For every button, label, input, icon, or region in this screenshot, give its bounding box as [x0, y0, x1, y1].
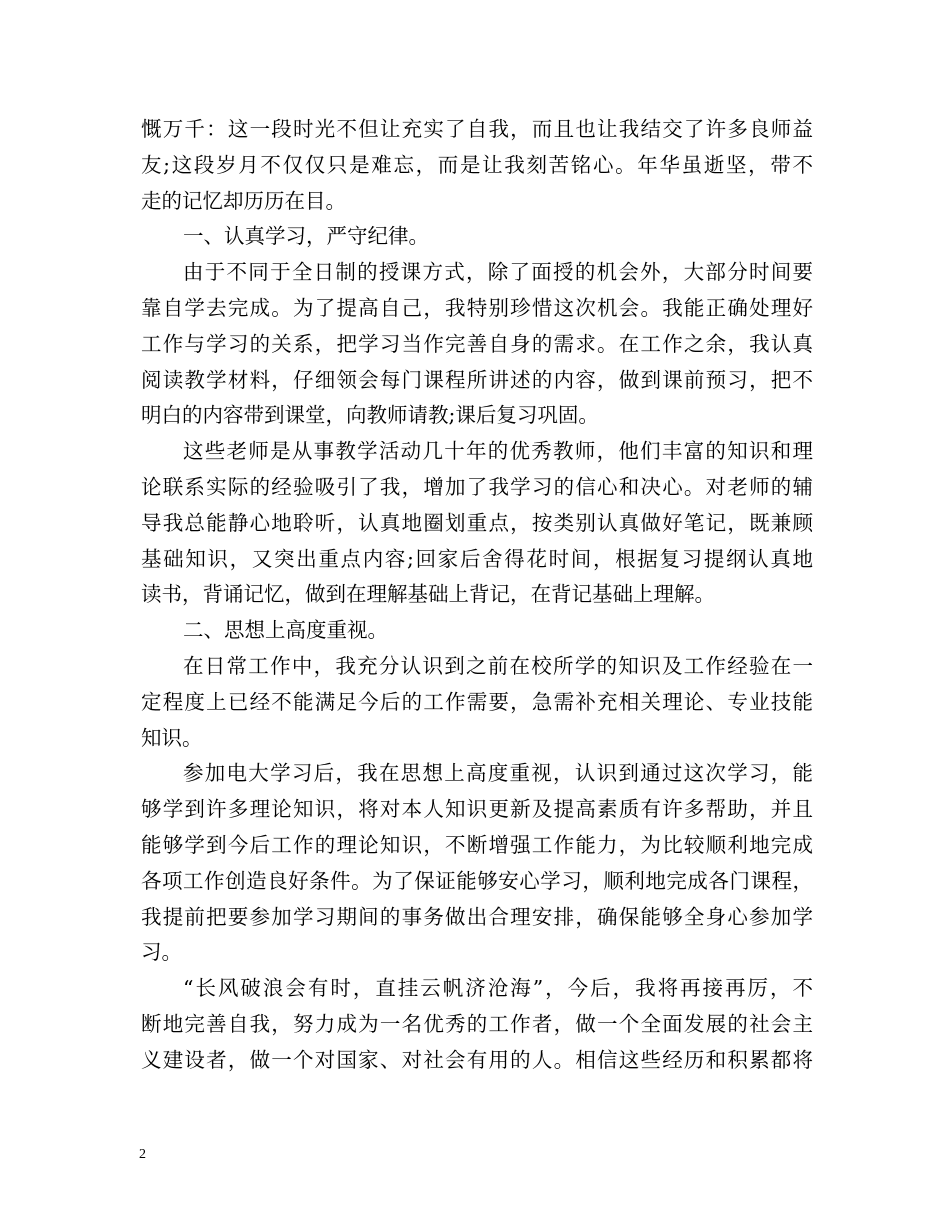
- text-line: 工作与学习的关系，把学习当作完善自身的需求。在工作之余，我认真: [141, 331, 813, 356]
- body-text: [141, 112, 813, 1079]
- text-line: 阅读教学材料，仔细领会每门课程所讲述的内容，做到课前预习，把不: [141, 367, 813, 392]
- text-line: 义建设者，做一个对国家、对社会有用的人。相信这些经历和积累都将: [141, 1047, 813, 1072]
- text-line: 参加电大学习后，我在思想上高度重视，认识到通过这次学习，能: [183, 761, 813, 786]
- text-line: 各项工作创造良好条件。为了保证能够安心学习，顺利地完成各门课程，: [141, 868, 813, 893]
- text-line: 友;这段岁月不仅仅只是难忘，而是让我刻苦铭心。年华虽逝坚，带不: [141, 152, 813, 177]
- text-line: 明白的内容带到课堂，向教师请教;课后复习巩固。: [141, 403, 599, 428]
- text-line: 论联系实际的经验吸引了我，增加了我学习的信心和决心。对老师的辅: [141, 474, 813, 499]
- text-line: 能够学到今后工作的理论知识，不断增强工作能力，为比较顺利地完成: [141, 832, 813, 857]
- text-line: 走的记忆却历历在目。: [141, 188, 346, 213]
- page-number: 2: [139, 1147, 146, 1162]
- text-line: 一、认真学习，严守纪律。: [183, 224, 429, 249]
- text-line: 慨万千：这一段时光不但让充实了自我，而且也让我结交了许多良师益: [141, 117, 813, 141]
- text-line: “长风破浪会有时，直挂云帆济沧海”，今后，我将再接再厉，不: [183, 976, 813, 1001]
- text-line: 靠自学去完成。为了提高自己，我特别珍惜这次机会。我能正确处理好: [141, 295, 813, 320]
- text-line: 由于不同于全日制的授课方式，除了面授的机会外，大部分时间要: [183, 260, 813, 285]
- text-line: 够学到许多理论知识，将对本人知识更新及提高素质有许多帮助，并且: [141, 797, 813, 822]
- text-line: 这些老师是从事教学活动几十年的优秀教师，他们丰富的知识和理: [183, 439, 813, 464]
- text-line: 断地完善自我，努力成为一名优秀的工作者，做一个全面发展的社会主: [141, 1011, 813, 1036]
- text-line: 二、思想上高度重视。: [183, 618, 388, 643]
- text-line: 导我总能静心地聆听，认真地圈划重点，按类别认真做好笔记，既兼顾: [141, 510, 813, 535]
- text-line: 基础知识，又突出重点内容;回家后舍得花时间，根据复习提纲认真地: [141, 546, 813, 571]
- text-line: 习。: [141, 940, 182, 965]
- text-line: 在日常工作中，我充分认识到之前在校所学的知识及工作经验在一: [183, 653, 813, 678]
- text-line: 定程度上已经不能满足今后的工作需要，急需补充相关理论、专业技能: [141, 689, 813, 714]
- text-line: 读书，背诵记忆，做到在理解基础上背记，在背记基础上理解。: [141, 582, 715, 607]
- text-line: 我提前把要参加学习期间的事务做出合理安排，确保能够全身心参加学: [141, 904, 813, 929]
- text-line: 知识。: [141, 725, 203, 750]
